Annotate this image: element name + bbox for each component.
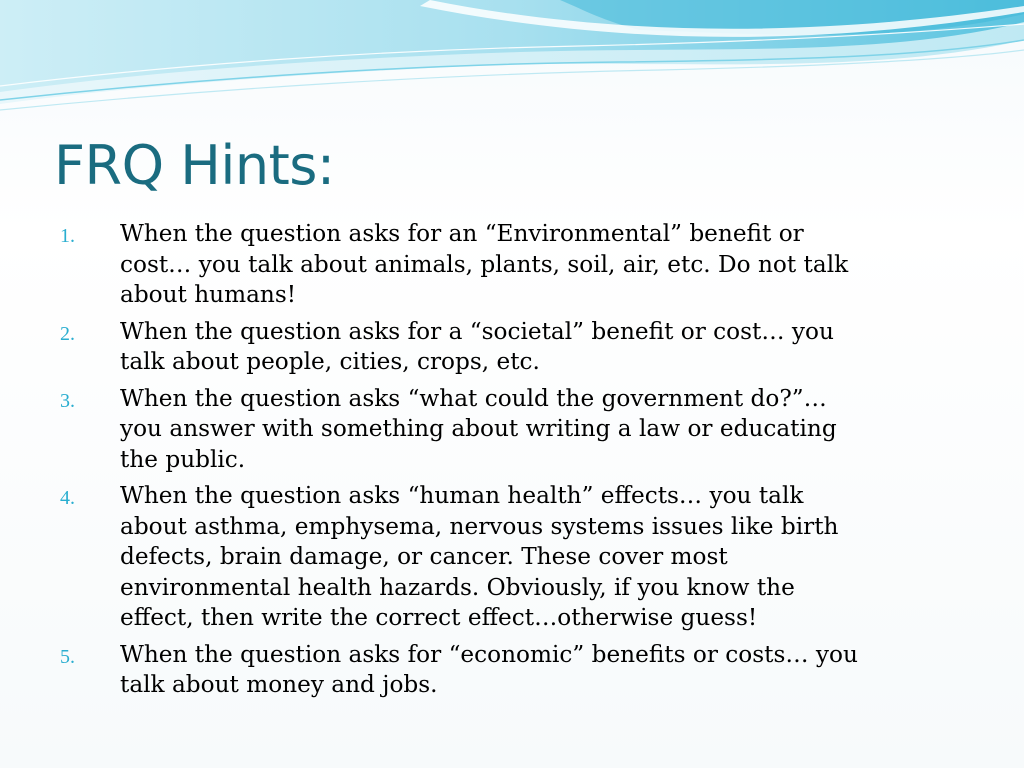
hint-item-3 [60,384,960,476]
hint-number: 4. [60,487,75,509]
hint-list [60,219,960,707]
header-wave-decoration [0,0,1024,120]
hint-text: When the question asks “human health” effects… you talk about asthma, emphysema, nervous systems issues like birth defects, brain damage, or cancer. These cover most environmental health hazards. Obviously, if you know the effect, then write the correct effect…otherwise guess! [120,482,839,631]
hint-number: 3. [60,389,75,412]
hint-number: 1. [60,225,75,247]
hint-item-2 [60,317,960,378]
slide-title: FRQ Hints: [54,134,335,197]
hint-item-4 [60,481,960,634]
hint-number: 2. [60,322,75,345]
hint-text: When the question asks for “economic” benefits or costs… you talk about money and jobs. [120,640,858,698]
hint-text: When the question asks for an “Environmental” benefit or cost… you talk about animals, plants, soil, air, etc. Do not talk about humans! [120,220,849,308]
hint-item-5 [60,640,960,701]
hint-number: 5. [60,645,75,668]
hint-text: When the question asks “what could the government do?”… you answer with something about writing a law or educating the public. [120,384,837,473]
hint-item-1 [60,219,960,311]
hint-text: When the question asks for a “societal” benefit or cost… you talk about people, cities, crops, etc. [120,317,834,375]
